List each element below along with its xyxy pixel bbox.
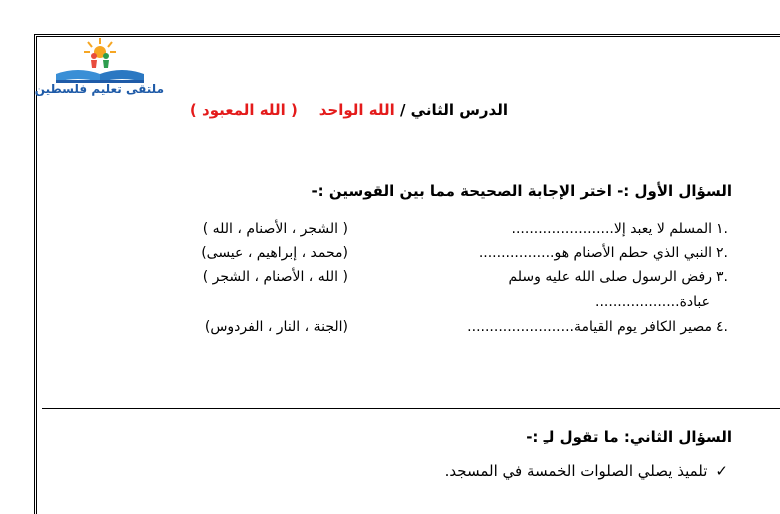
item-text: المسلم لا يعبد إلا....................... (511, 221, 713, 237)
question1-item-1 (512, 221, 728, 237)
item-text: مصير الكافر يوم القيامة........................ (467, 319, 713, 335)
logo-text: ملتقى تعليم فلسطين (34, 82, 164, 96)
item-number: .٢ (716, 245, 728, 261)
lesson-subname: ( الله المعبود ) (189, 101, 298, 119)
item-text: النبي الذي حطم الأصنام هو................. (478, 245, 713, 261)
item-number: .٤ (716, 319, 728, 335)
lesson-name: الله الواحد (318, 101, 395, 119)
question1-item-3-continuation: عبادة................... (595, 294, 710, 310)
section-divider (42, 408, 780, 409)
question2-heading: السؤال الثاني: ما تقول لـِ :- (526, 428, 732, 446)
item-number: .١ (716, 221, 728, 237)
item-text: رفض الرسول صلى الله عليه وسلم (508, 269, 713, 285)
question1-heading: السؤال الأول :- اختر الإجابة الصحيحة مما بين القوسين :- (311, 182, 732, 200)
question1-item-4 (467, 319, 728, 335)
question1-options-3: ( الله ، الأصنام ، الشجر ) (202, 269, 348, 285)
question1-item-2 (479, 245, 728, 261)
question2-item-1 (445, 462, 728, 480)
question1-options-1: ( الشجر ، الأصنام ، الله ) (202, 221, 348, 237)
lesson-prefix: الدرس الثاني / (394, 101, 508, 119)
lesson-title (190, 101, 508, 119)
item-text: تلميذ يصلي الصلوات الخمسة في المسجد. (444, 462, 708, 480)
checkmark-icon: ✓ (715, 462, 728, 480)
question1-options-2: (محمد ، إبراهيم ، عيسى) (201, 245, 348, 261)
item-number: .٣ (716, 269, 728, 285)
sun-rays-icon (84, 38, 116, 58)
question1-item-3 (508, 269, 728, 285)
question1-options-4: (الجنة ، النار ، الفردوس) (204, 319, 348, 335)
